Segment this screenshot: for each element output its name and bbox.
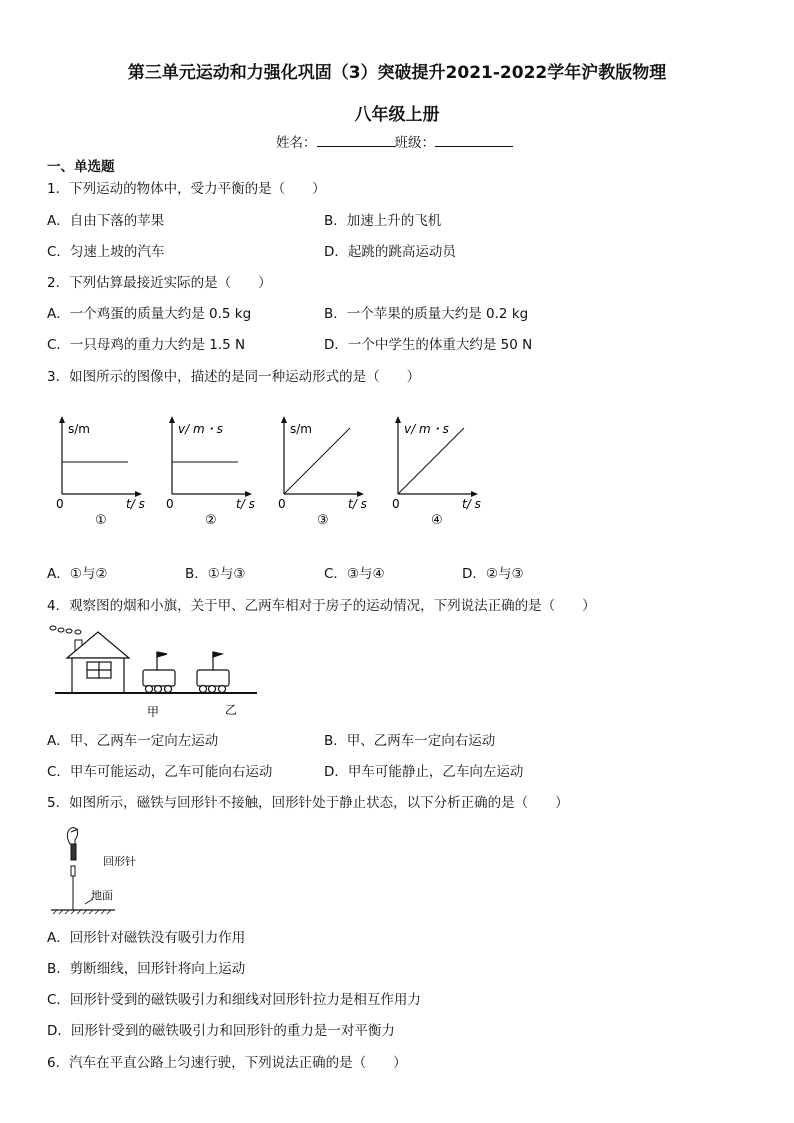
graph-1-caption: ① [95, 513, 107, 528]
ground-label: 地面 [91, 889, 113, 902]
q2-option-d[interactable]: D．一个中学生的体重大约是 50 N [324, 337, 533, 353]
name-blank[interactable] [317, 134, 395, 147]
graph-1-origin: 0 [56, 497, 64, 511]
hand-icon [67, 828, 78, 844]
paper-clip-icon [71, 866, 75, 876]
graph-3 [278, 416, 367, 528]
q2-option-b[interactable]: B．一个苹果的质量大约是 0.2 kg [324, 306, 529, 322]
q1-stem: 1．下列运动的物体中，受力平衡的是（ ） [47, 181, 326, 197]
q4-house-cars-figure [45, 622, 260, 722]
q2-option-a[interactable]: A．一个鸡蛋的质量大约是 0.5 kg [47, 306, 252, 322]
q5-option-c[interactable]: C．回形针受到的磁铁吸引力和细线对回形针拉力是相互作用力 [47, 992, 421, 1008]
graph-3-caption: ③ [317, 513, 329, 528]
q5-option-b[interactable]: B．剪断细线，回形针将向上运动 [47, 961, 246, 977]
page-subtitle: 八年级上册 [354, 105, 440, 125]
q3-option-b[interactable]: B．①与③ [185, 566, 246, 582]
q3-stem: 3．如图所示的图像中，描述的是同一种运动形式的是（ ） [47, 369, 421, 385]
graph-2-ylabel: v/ m・s [178, 422, 223, 436]
q1-option-d[interactable]: D．起跳的跳高运动员 [324, 244, 456, 260]
q3-option-d[interactable]: D．②与③ [462, 566, 524, 582]
car-jia-icon [143, 652, 175, 693]
q4-stem: 4．观察图的烟和小旗，关于甲、乙两车相对于房子的运动情况，下列说法正确的是（ ） [47, 598, 596, 614]
car-yi-label: 乙 [225, 703, 238, 717]
clip-label: 回形针 [103, 855, 136, 868]
q4-option-c[interactable]: C．甲车可能运动，乙车可能向右运动 [47, 764, 273, 780]
q3-option-a[interactable]: A．①与② [47, 566, 108, 582]
graph-2-xlabel: t/ s [236, 497, 255, 511]
car-yi-icon [197, 652, 229, 693]
q4-option-a[interactable]: A．甲、乙两车一定向左运动 [47, 733, 219, 749]
graph-4-xlabel: t/ s [462, 497, 481, 511]
name-label: 姓名： [276, 135, 317, 151]
q3-option-c[interactable]: C．③与④ [324, 566, 385, 582]
section-heading: 一、单选题 [47, 159, 115, 175]
y-arrow-icon [59, 416, 65, 423]
graph-3-xlabel: t/ s [348, 497, 367, 511]
y-arrow-icon [281, 416, 287, 423]
q5-option-a[interactable]: A．回形针对磁铁没有吸引力作用 [47, 930, 246, 946]
graph-3-ylabel: s/m [290, 422, 312, 436]
graph-2 [166, 416, 255, 528]
graph-4-caption: ④ [431, 513, 443, 528]
smoke-icon [50, 626, 81, 634]
graph-4-origin: 0 [392, 497, 400, 511]
graph-3-origin: 0 [278, 497, 286, 511]
graph-1 [56, 416, 145, 528]
q5-stem: 5．如图所示，磁铁与回形针不接触，回形针处于静止状态，以下分析正确的是（ ） [47, 795, 569, 811]
graph-1-ylabel: s/m [68, 422, 90, 436]
q1-option-c[interactable]: C．匀速上坡的汽车 [47, 244, 165, 260]
graph-line [398, 428, 464, 494]
y-arrow-icon [169, 416, 175, 423]
graph-4 [392, 416, 481, 528]
graph-4-ylabel: v/ m・s [404, 422, 449, 436]
q5-magnet-figure [45, 822, 175, 917]
car-jia-label: 甲 [147, 705, 160, 719]
q5-option-d[interactable]: D．回形针受到的磁铁吸引力和回形针的重力是一对平衡力 [47, 1023, 395, 1039]
q6-stem: 6．汽车在平直公路上匀速行驶，下列说法正确的是（ ） [47, 1055, 407, 1071]
graph-2-origin: 0 [166, 497, 174, 511]
q4-option-b[interactable]: B．甲、乙两车一定向右运动 [324, 733, 496, 749]
q3-graphs-figure [40, 412, 500, 537]
page-title: 第三单元运动和力强化巩固（3）突破提升2021-2022学年沪教版物理 [127, 63, 667, 83]
y-arrow-icon [395, 416, 401, 423]
graph-2-caption: ② [205, 513, 217, 528]
q2-stem: 2．下列估算最接近实际的是（ ） [47, 275, 272, 291]
student-info [276, 134, 513, 152]
class-label: 班级： [394, 135, 435, 151]
magnet-icon [71, 844, 76, 860]
q2-option-c[interactable]: C．一只母鸡的重力大约是 1.5 N [47, 337, 246, 353]
graph-1-xlabel: t/ s [126, 497, 145, 511]
graph-line [284, 428, 350, 494]
class-blank[interactable] [435, 134, 513, 147]
q1-option-b[interactable]: B．加速上升的飞机 [324, 213, 442, 229]
q1-option-a[interactable]: A．自由下落的苹果 [47, 213, 165, 229]
q4-option-d[interactable]: D．甲车可能静止，乙车向左运动 [324, 764, 524, 780]
